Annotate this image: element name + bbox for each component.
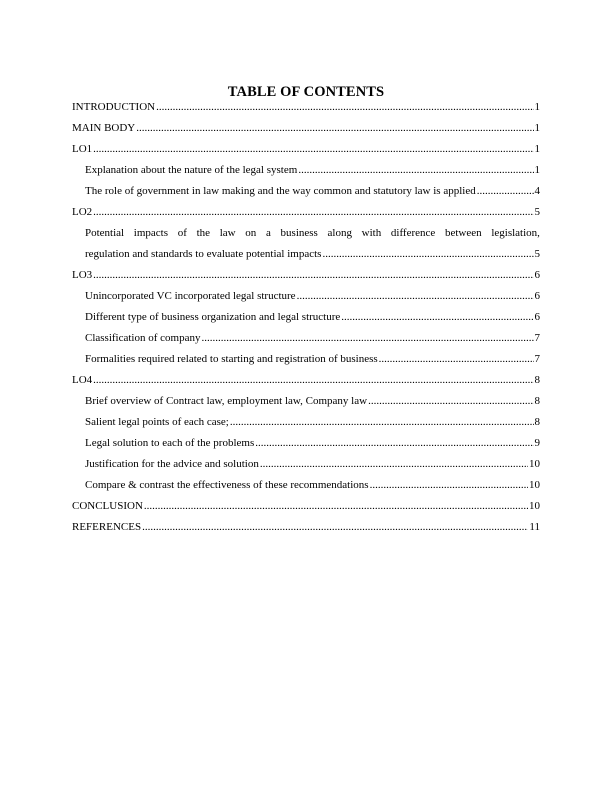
- toc-entry-text: Explanation about the nature of the legal system: [85, 164, 298, 176]
- toc-entry-word: legislation,: [491, 227, 540, 239]
- toc-entry-text: Legal solution to each of the problems: [85, 437, 255, 449]
- toc-entry-text: Unincorporated VC incorporated legal structure: [85, 290, 296, 302]
- toc-entry-text: REFERENCES: [72, 521, 142, 533]
- toc-entry-formalities[interactable]: [85, 353, 540, 366]
- toc-entry-lo2[interactable]: [72, 206, 540, 219]
- toc-entry-text: Salient legal points of each case;: [85, 416, 229, 428]
- toc-leader-dots: [142, 521, 528, 534]
- toc-leader-dots: [260, 458, 528, 471]
- toc-leader-dots: [341, 311, 533, 324]
- toc-entry-word: impacts: [133, 227, 169, 239]
- toc-entry-lo3[interactable]: [72, 269, 540, 282]
- toc-leader-dots: [255, 437, 533, 450]
- toc-entry-potential-impacts-line1[interactable]: [85, 227, 540, 240]
- toc-entry-text: LO2: [72, 206, 93, 218]
- toc-entry-text: INTRODUCTION: [72, 101, 156, 113]
- toc-leader-dots: [93, 269, 533, 282]
- toc-leader-dots: [297, 290, 534, 303]
- toc-entry-contract-law-overview[interactable]: [85, 395, 540, 408]
- toc-leader-dots: [379, 353, 534, 366]
- toc-entry-word: difference: [390, 227, 436, 239]
- toc-page-number: 1: [534, 101, 540, 113]
- toc-entry-text: regulation and standards to evaluate potential impacts: [85, 248, 322, 260]
- toc-entry-text: The role of government in law making and the way common and statutory law is applied: [85, 185, 476, 197]
- toc-entry-word: along: [327, 227, 352, 239]
- toc-entry-word: the: [196, 227, 211, 239]
- toc-entry-legal-solution[interactable]: [85, 437, 540, 450]
- toc-page-number: 10: [529, 479, 540, 491]
- toc-entry-text: Compare & contrast the effectiveness of these recommendations: [85, 479, 369, 491]
- toc-leader-dots: [298, 164, 533, 177]
- toc-entry-text: Classification of company: [85, 332, 201, 344]
- toc-entry-word: Potential: [85, 227, 125, 239]
- toc-entry-word: law: [219, 227, 236, 239]
- toc-page-number: 5: [534, 206, 540, 218]
- toc-entry-word: between: [444, 227, 482, 239]
- toc-entry-lo4[interactable]: [72, 374, 540, 387]
- toc-leader-dots: [144, 500, 528, 513]
- toc-entry-text: Justification for the advice and solution: [85, 458, 259, 470]
- toc-page-number: 10: [529, 458, 540, 470]
- toc-leader-dots: [322, 248, 533, 261]
- toc-page-number: 10: [529, 500, 540, 512]
- toc-entry-text: LO3: [72, 269, 93, 281]
- toc-entry-business-organization[interactable]: [85, 311, 540, 324]
- toc-entry-justification[interactable]: [85, 458, 540, 471]
- toc-page-number: 8: [534, 395, 540, 407]
- toc-page-number: 6: [534, 311, 540, 323]
- toc-entry-word: a: [265, 227, 271, 239]
- toc-page-number: 1: [534, 164, 540, 176]
- toc-page-number: 1: [534, 122, 540, 134]
- toc-entry-conclusion[interactable]: [72, 500, 540, 513]
- toc-page-number: 9: [534, 437, 540, 449]
- toc-entry-legal-system[interactable]: [85, 164, 540, 177]
- toc-entry-compare-contrast[interactable]: [85, 479, 540, 492]
- toc-leader-dots: [477, 185, 534, 198]
- toc-page-number: 6: [534, 269, 540, 281]
- toc-leader-dots: [368, 395, 533, 408]
- toc-entry-text: [85, 227, 540, 240]
- toc-leader-dots: [156, 101, 533, 114]
- toc-entry-word: with: [361, 227, 382, 239]
- toc-entry-salient-legal-points[interactable]: [85, 416, 540, 429]
- toc-entry-text: Formalities required related to starting and registration of business: [85, 353, 378, 365]
- toc-leader-dots: [93, 374, 533, 387]
- toc-leader-dots: [136, 122, 533, 135]
- toc-page-number: 8: [534, 374, 540, 386]
- toc-leader-dots: [93, 143, 533, 156]
- toc-entry-legal-structure[interactable]: [85, 290, 540, 303]
- toc-leader-dots: [230, 416, 534, 429]
- toc-title: TABLE OF CONTENTS: [227, 84, 385, 100]
- toc-entry-main-body[interactable]: [72, 122, 540, 135]
- toc-entry-classification-of-company[interactable]: [85, 332, 540, 345]
- toc-leader-dots: [370, 479, 528, 492]
- toc-entry-introduction[interactable]: [72, 101, 540, 114]
- toc-entry-word: of: [177, 227, 187, 239]
- toc-page-number: 7: [534, 353, 540, 365]
- toc-leader-dots: [201, 332, 533, 345]
- toc-leader-dots: [93, 206, 533, 219]
- toc-page-number: 4: [534, 185, 540, 197]
- toc-entry-role-of-government[interactable]: [85, 185, 540, 198]
- toc-entry-references[interactable]: [72, 521, 540, 534]
- toc-entry-text: CONCLUSION: [72, 500, 143, 512]
- toc-entry-word: business: [280, 227, 318, 239]
- toc-page-number: 6: [534, 290, 540, 302]
- toc-entry-text: LO1: [72, 143, 93, 155]
- toc-entry-lo1[interactable]: [72, 143, 540, 156]
- toc-entry-text: Brief overview of Contract law, employment law, Company law: [85, 395, 368, 407]
- toc-entry-text: LO4: [72, 374, 93, 386]
- toc-entry-word: on: [245, 227, 257, 239]
- toc-page-number: 5: [534, 248, 540, 260]
- toc-page-number: 1: [534, 143, 540, 155]
- toc-entry-text: Different type of business organization and legal structure: [85, 311, 341, 323]
- toc-page-number: 8: [534, 416, 540, 428]
- toc-entry-potential-impacts[interactable]: [85, 248, 540, 261]
- toc-page-number: 11: [529, 521, 540, 533]
- toc-entry-text: MAIN BODY: [72, 122, 136, 134]
- toc-page-number: 7: [534, 332, 540, 344]
